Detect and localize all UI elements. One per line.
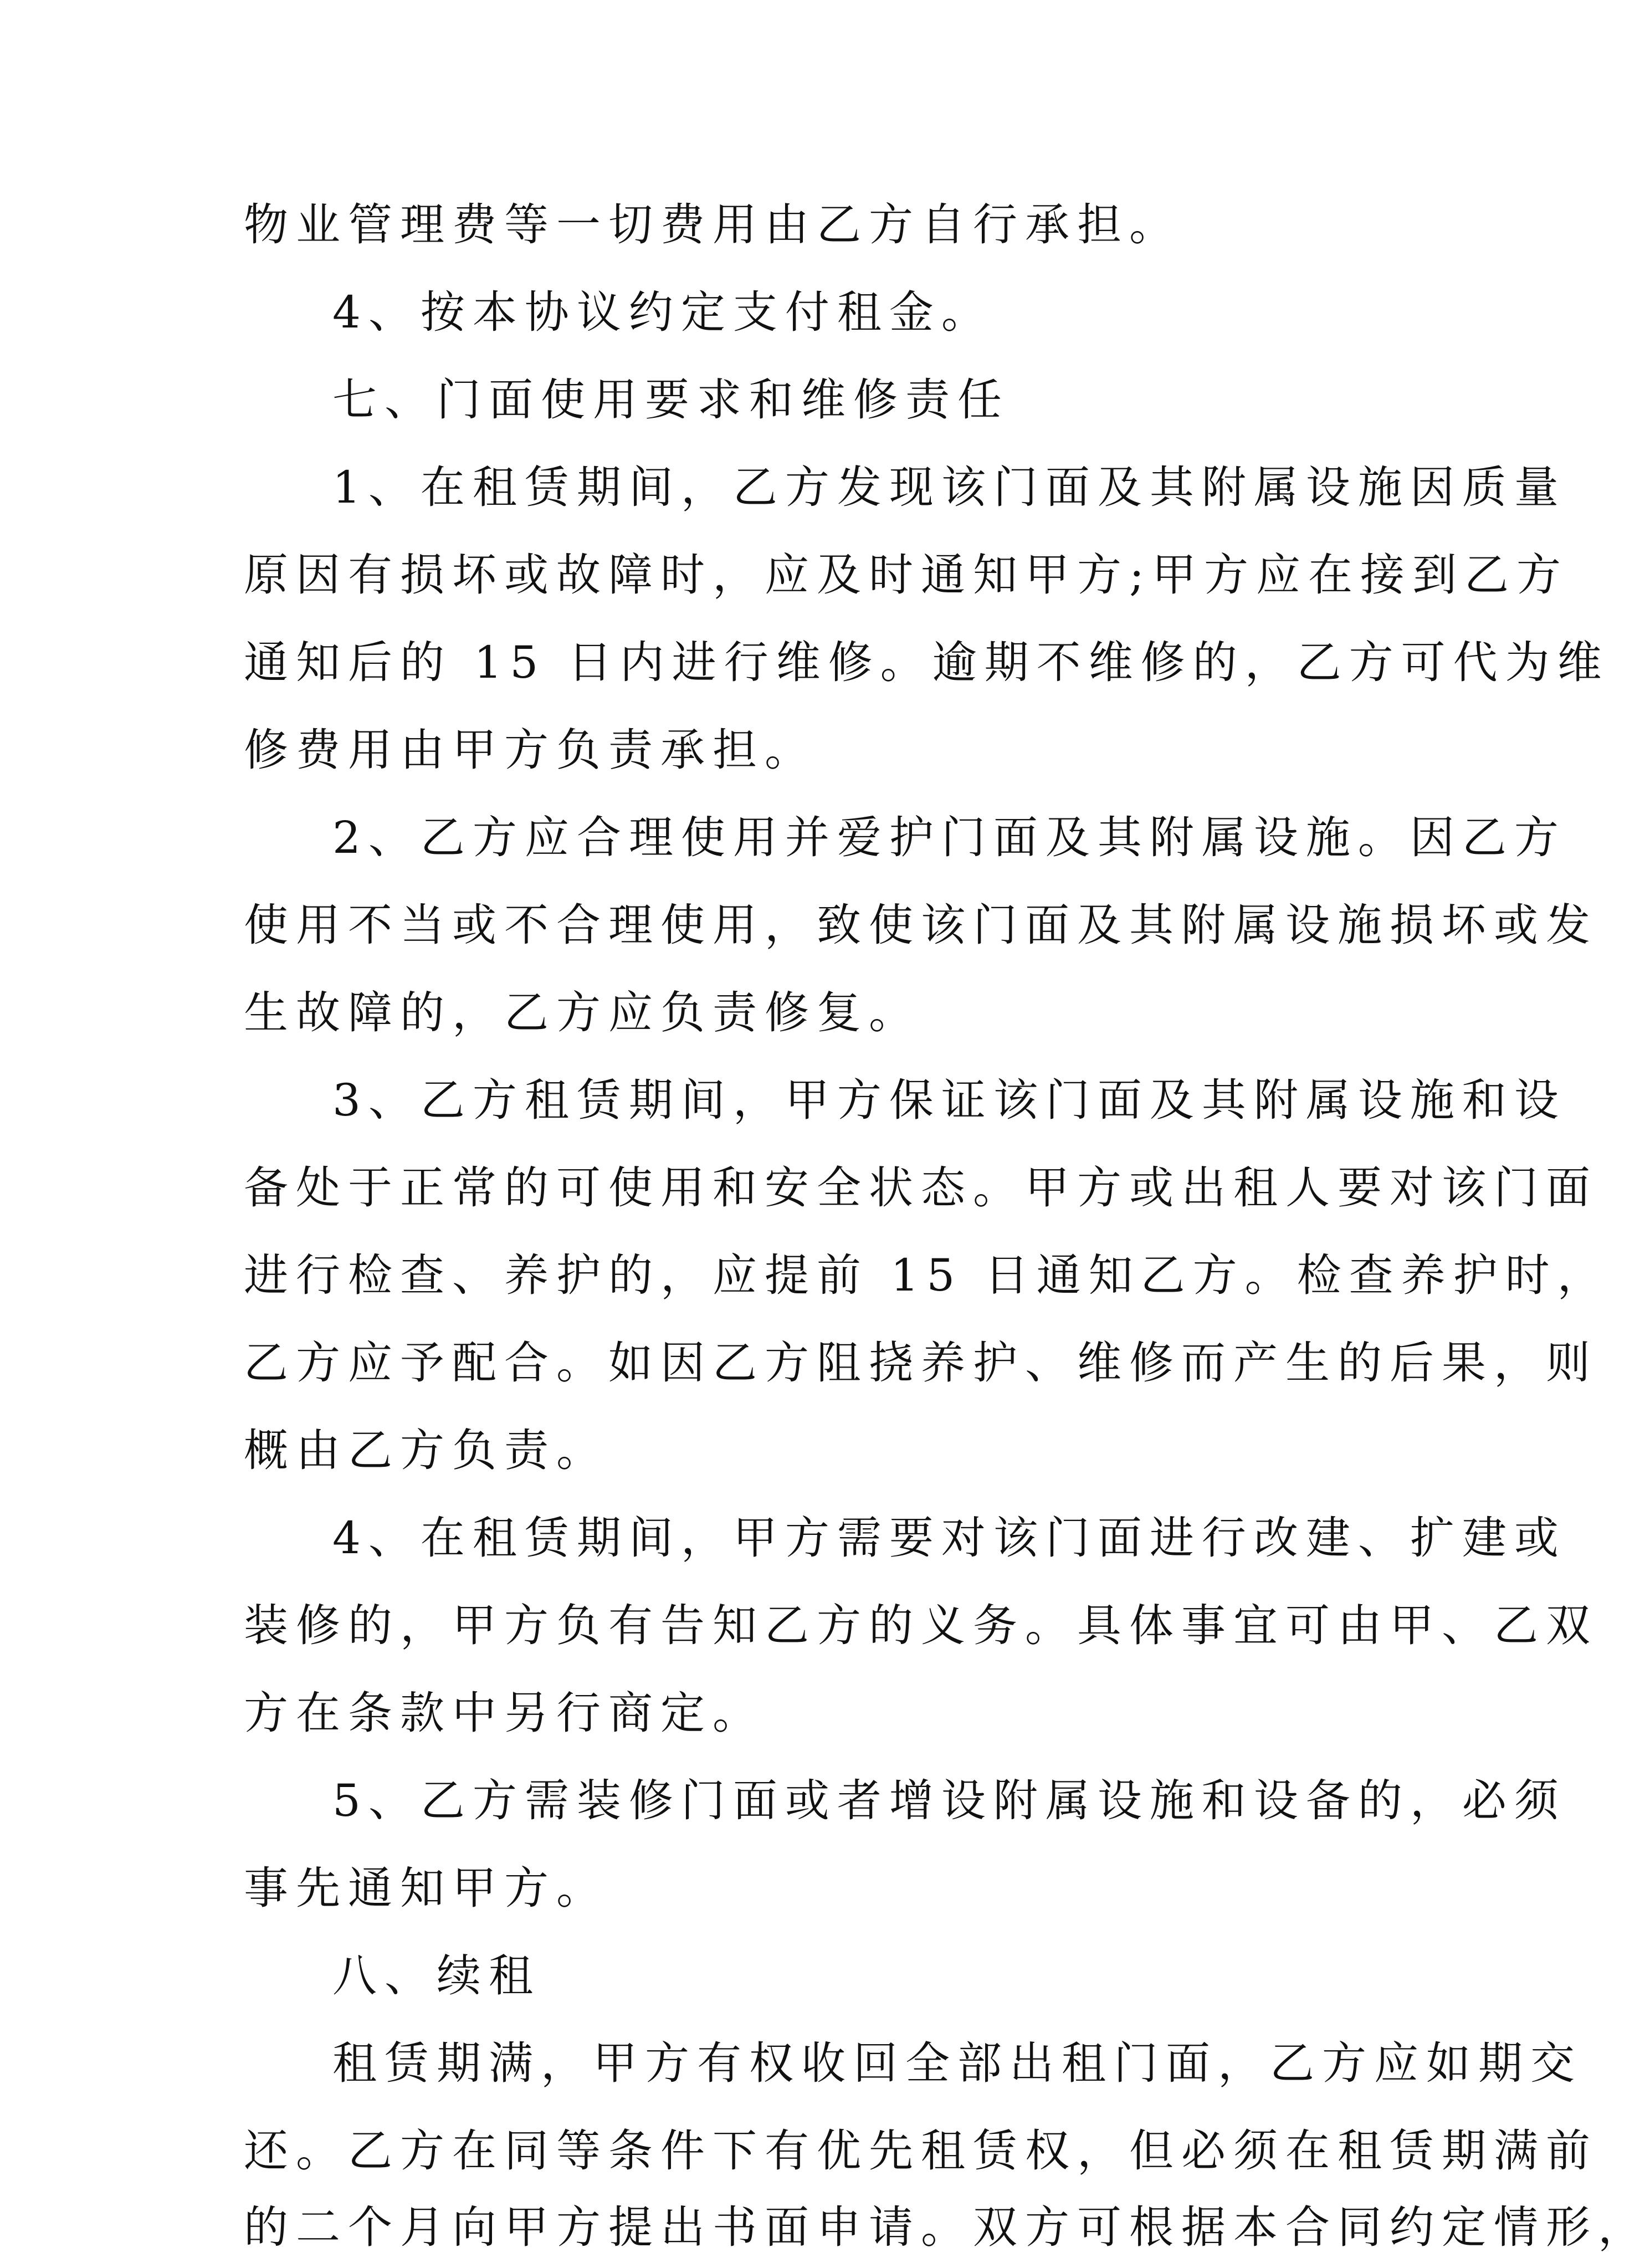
- text-line: 3、乙方租赁期间，甲方保证该门面及其附属设施和设: [332, 1074, 1566, 1126]
- text-line: 租赁期满，甲方有权收回全部出租门面，乙方应如期交: [332, 2037, 1582, 2089]
- text-line: 修费用由甲方负责承担。: [244, 724, 817, 776]
- text-line: 5、乙方需装修门面或者增设附属设施和设备的，必须: [332, 1775, 1566, 1826]
- text-line: 2、乙方应合理使用并爱护门面及其附属设施。因乙方: [332, 812, 1566, 863]
- text-line: 1、在租赁期间，乙方发现该门面及其附属设施因质量: [332, 462, 1566, 513]
- text-line: 备处于正常的可使用和安全状态。甲方或出租人要对该门面: [244, 1162, 1598, 1214]
- section-heading: 七、门面使用要求和维修责任: [332, 374, 1010, 426]
- text-line: 通知后的 15 日内进行维修。逾期不维修的，乙方可代为维: [244, 637, 1610, 688]
- text-line: 物业管理费等一切费用由乙方自行承担。: [244, 199, 1181, 250]
- text-line: 的二个月向甲方提出书面申请。双方可根据本合同约定情形，: [244, 2202, 1650, 2253]
- text-line: 概由乙方负责。: [244, 1425, 608, 1476]
- text-line: 事先通知甲方。: [244, 1862, 608, 1914]
- text-line: 4、按本协议约定支付租金。: [332, 286, 993, 338]
- text-line: 生故障的，乙方应负责修复。: [244, 987, 921, 1038]
- text-line: 原因有损坏或故障时，应及时通知甲方;甲方应在接到乙方: [244, 549, 1569, 601]
- section-heading: 八、续租: [332, 1950, 541, 2001]
- text-line: 方在条款中另行商定。: [244, 1687, 765, 1739]
- text-line: 4、在租赁期间，甲方需要对该门面进行改建、扩建或: [332, 1512, 1566, 1564]
- text-line: 进行检查、养护的，应提前 15 日通知乙方。检查养护时，: [244, 1250, 1610, 1301]
- text-line: 使用不当或不合理使用，致使该门面及其附属设施损坏或发: [244, 899, 1598, 951]
- text-line: 乙方应予配合。如因乙方阻挠养护、维修而产生的后果，则: [244, 1337, 1598, 1389]
- text-line: 还。乙方在同等条件下有优先租赁权，但必须在租赁期满前: [244, 2125, 1598, 2177]
- text-line: 装修的，甲方负有告知乙方的义务。具体事宜可由甲、乙双: [244, 1600, 1598, 1651]
